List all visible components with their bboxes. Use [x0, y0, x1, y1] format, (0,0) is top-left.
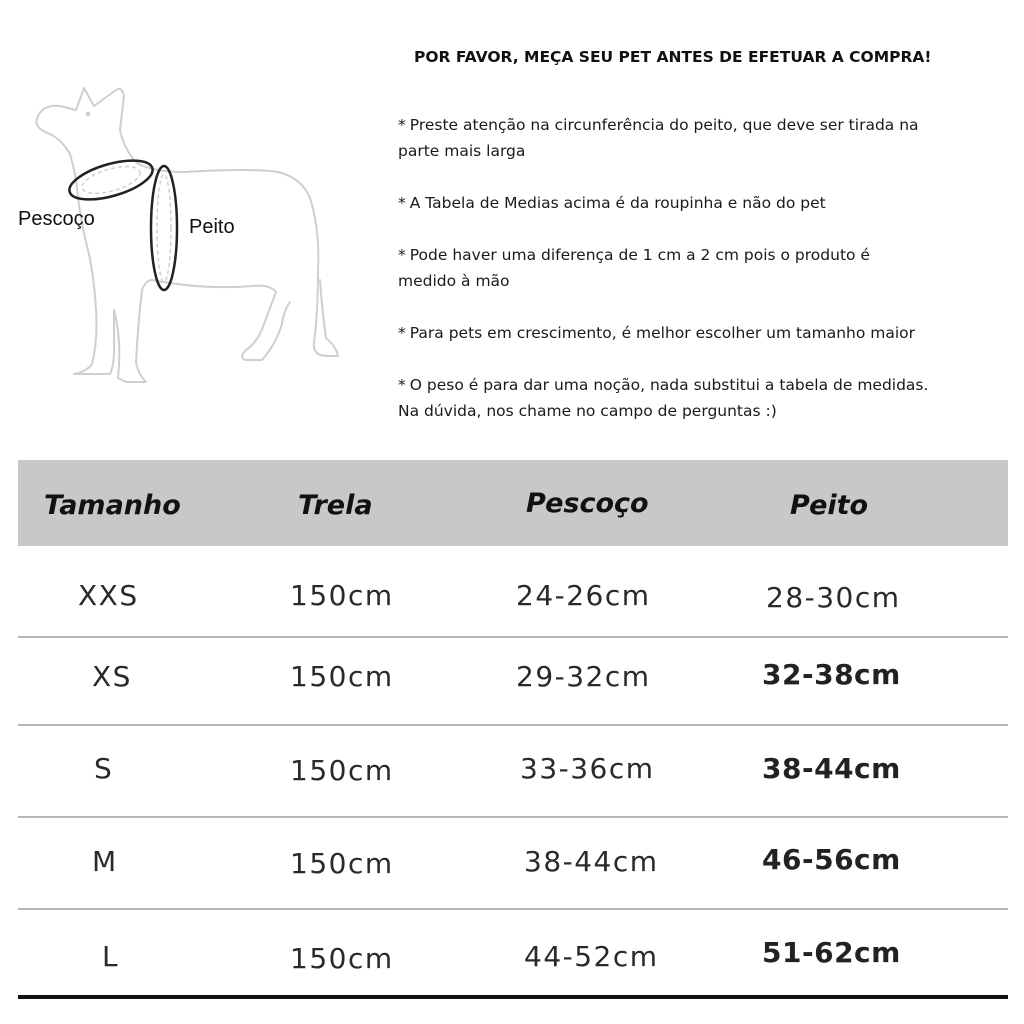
- cell-leash: 150cm: [290, 754, 394, 787]
- cell-chest: 46-56cm: [762, 843, 901, 876]
- table-header: [18, 460, 1008, 546]
- dog-outline-icon: [37, 88, 339, 382]
- note-bullet: *: [398, 246, 406, 264]
- note-text-continued: parte mais larga: [398, 142, 526, 160]
- cell-size: XXS: [78, 579, 139, 612]
- note-text: Para pets em crescimento, é melhor escolher um tamanho maior: [409, 324, 916, 342]
- table-row: [18, 818, 1008, 908]
- cell-chest: 32-38cm: [762, 658, 901, 691]
- header-leash: Trela: [298, 490, 373, 521]
- header-chest: Peito: [790, 490, 869, 521]
- cell-neck: 29-32cm: [516, 660, 651, 693]
- cell-size: M: [92, 845, 118, 878]
- table-row: [18, 726, 1008, 816]
- table-row: [18, 910, 1008, 990]
- neck-label: Pescoço: [18, 208, 95, 230]
- cell-chest: 28-30cm: [766, 581, 901, 614]
- cell-leash: 150cm: [290, 942, 394, 975]
- header-size: Tamanho: [44, 490, 181, 521]
- cell-size: S: [94, 752, 114, 785]
- notes-heading: POR FAVOR, MEÇA SEU PET ANTES DE EFETUAR A COMPRA!: [414, 48, 932, 66]
- neck-measure-ring: [65, 153, 156, 207]
- cell-neck: 33-36cm: [520, 752, 655, 785]
- note-text-continued: Na dúvida, nos chame no campo de perguntas :): [398, 402, 777, 420]
- chest-label: Peito: [189, 216, 235, 238]
- cell-leash: 150cm: [290, 579, 394, 612]
- note-text: Preste atenção na circunferência do peito, que deve ser tirada na: [409, 116, 919, 134]
- cell-chest: 51-62cm: [762, 936, 901, 969]
- cell-size: L: [102, 940, 120, 973]
- cell-leash: 150cm: [290, 847, 394, 880]
- note-item: [398, 242, 1018, 294]
- note-bullet: *: [398, 194, 406, 212]
- table-bottom-rule: [18, 995, 1008, 999]
- note-item: [398, 372, 1018, 424]
- note-item: [398, 320, 1018, 346]
- note-text: A Tabela de Medias acima é da roupinha e não do pet: [409, 194, 826, 212]
- note-text: O peso é para dar uma noção, nada substitui a tabela de medidas.: [409, 376, 929, 394]
- note-item: [398, 190, 1018, 216]
- note-bullet: *: [398, 376, 406, 394]
- cell-size: XS: [92, 660, 132, 693]
- note-text-continued: medido à mão: [398, 272, 510, 290]
- cell-chest: 38-44cm: [762, 752, 901, 785]
- cell-leash: 150cm: [290, 660, 394, 693]
- cell-neck: 24-26cm: [516, 579, 651, 612]
- note-item: [398, 112, 1018, 164]
- table-row: [18, 638, 1008, 724]
- dog-measurement-diagram: [14, 80, 354, 390]
- header-neck: Pescoço: [526, 488, 649, 519]
- note-bullet: *: [398, 116, 406, 134]
- cell-neck: 38-44cm: [524, 845, 659, 878]
- note-text: Pode haver uma diferença de 1 cm a 2 cm pois o produto é: [409, 246, 870, 264]
- cell-neck: 44-52cm: [524, 940, 659, 973]
- chest-measure-ring: [151, 166, 177, 290]
- table-row: [18, 546, 1008, 636]
- note-bullet: *: [398, 324, 406, 342]
